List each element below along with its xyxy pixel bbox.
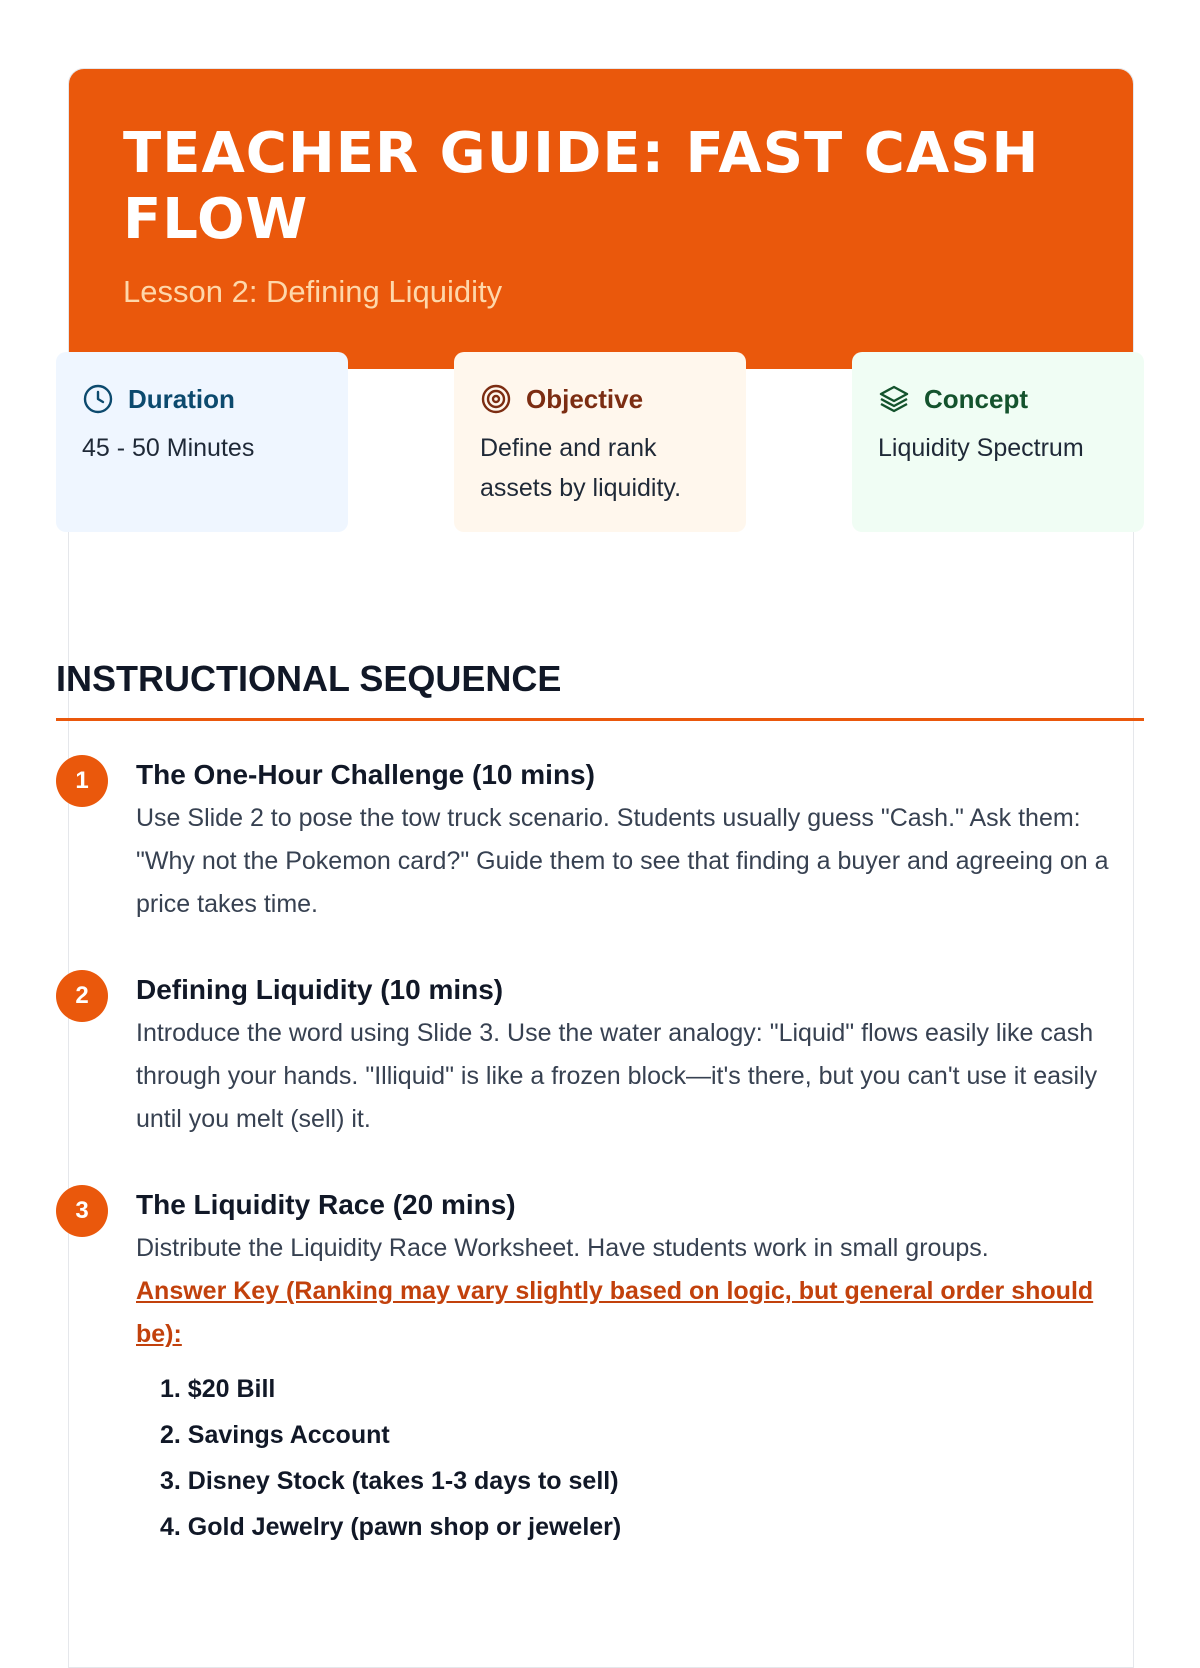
- duration-value: 45 - 50 Minutes: [82, 434, 255, 462]
- answer-key-link[interactable]: Answer Key (Ranking may vary slightly based on logic, but general order should be):: [136, 1277, 1094, 1348]
- duration-card: [56, 352, 348, 532]
- list-item: 2. Savings Account: [160, 1421, 390, 1449]
- list-item: 1. $20 Bill: [160, 1375, 276, 1403]
- lesson-subtitle: Lesson 2: Defining Liquidity: [123, 274, 503, 309]
- objective-value: Define and rank assets by liquidity.: [480, 434, 682, 502]
- step-number-badge: 1: [56, 755, 108, 807]
- objective-card: [454, 352, 746, 532]
- concept-value: Liquidity Spectrum: [878, 434, 1084, 462]
- step-description: Use Slide 2 to pose the tow truck scenario. Students usually guess "Cash." Ask them: "Why not the Pokemon card?" Guide them to see that finding a buyer and agreeing on a price takes time.: [136, 804, 1109, 918]
- step-item: [56, 970, 1144, 1141]
- guide-header: [69, 69, 1133, 369]
- clock-icon: [82, 383, 114, 415]
- step-item: [56, 1185, 1144, 1550]
- step-number-badge: 3: [56, 1185, 108, 1237]
- layers-icon: [878, 383, 910, 415]
- duration-label: Duration: [128, 383, 235, 414]
- answer-list: [160, 1366, 1144, 1550]
- instructional-sequence: [56, 654, 1144, 1550]
- list-item: 3. Disney Stock (takes 1-3 days to sell): [160, 1467, 619, 1495]
- step-number-badge: 2: [56, 970, 108, 1022]
- step-item: [56, 755, 1144, 926]
- step-description: Introduce the word using Slide 3. Use the water analogy: "Liquid" flows easily like cash through your hands. "Illiquid" is like a frozen block—it's there, but you can't use it easily until you melt (sell) it.: [136, 1019, 1098, 1133]
- objective-label: Objective: [526, 383, 644, 414]
- list-item: 4. Gold Jewelry (pawn shop or jeweler): [160, 1513, 622, 1541]
- target-icon: [480, 383, 512, 415]
- step-title: Defining Liquidity (10 mins): [136, 974, 504, 1005]
- page-title: TEACHER GUIDE: FAST CASH FLOW: [123, 121, 1040, 252]
- section-title: INSTRUCTIONAL SEQUENCE: [56, 654, 1144, 721]
- step-title: The Liquidity Race (20 mins): [136, 1189, 516, 1220]
- concept-card: [852, 352, 1144, 532]
- info-cards: [56, 352, 1144, 532]
- concept-label: Concept: [924, 383, 1028, 414]
- step-description: Distribute the Liquidity Race Worksheet. Have students work in small groups.: [136, 1234, 989, 1262]
- step-title: The One-Hour Challenge (10 mins): [136, 759, 595, 790]
